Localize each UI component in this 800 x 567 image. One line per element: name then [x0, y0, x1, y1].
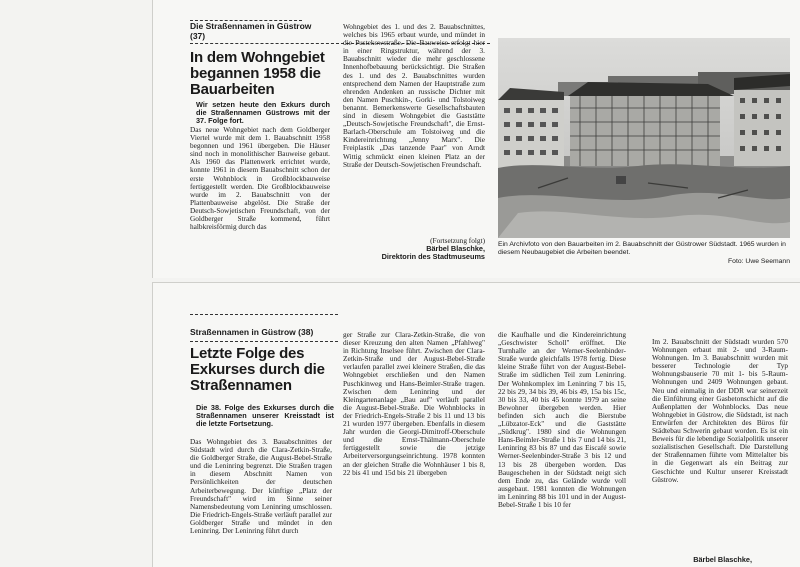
archive-photo [498, 38, 790, 238]
continued-note: (Fortsetzung folgt) [430, 236, 485, 245]
body2-column-4: Im 2. Bauabschnitt der Südstadt wurden 570 Wohnungen erbaut mit 2- und 3-Raum-Wohnungen. Im 3. Bauabschnitt wurden mit besserer Technologie der Typ Wohnungsbauserie 70 mit 1- bis 5-Raum-Wohnungen und 2409 Wohnungen gebaut. Neu und einmalig in der DDR war seinerzeit die Einführung einer Gasbetonschicht auf die Außenplatten der Wohnblocks. Das neue Wohngebiet in Güstrow, die Südstadt, ist nach Entwürfen der Architekten des Büros für Städtebau Schwerin gebaut worden. Es ist ein Beweis für die lebendige Sozialpolitik unserer sozialistischen Gesellschaft. Die Darstellung der Straßennamen führte vom Mittelalter bis in die Gegenwart als ein Beitrag zur Geschichte und Kultur unserer Kreisstadt Güstrow. [652, 337, 788, 484]
body-column-1: Das neue Wohngebiet nach dem Goldberger Viertel wurde mit dem 1. Bauabschnitt 1958 begonnen und 1961 übergeben. Die Häuser sind noch in monolithischer Bauweise gebaut. Als 1960 das Plattenwerk errichtet wurde, konnte 1961 in diesem Bauabschnitt schon der erste Wohnblock in Großblockbauweise fertiggestellt werden. Die Großblockbauweise wurde im 2. Bauabschnitt von der Plattenbauweise abgelöst. Die Straße der Deutsch-Sowjetischen Freundschaft, von der Goldberger Straße kommend, führt halbkreisförmig durch das [190, 125, 330, 232]
lead-paragraph-2: Die 38. Folge des Exkurses durch die Straßennamen unserer Kreisstadt ist die letzte Fortsetzung. [196, 403, 334, 429]
lead-paragraph: Wir setzen heute den Exkurs durch die Straßennamen Güstrows mit der 37. Folge fort. [196, 100, 330, 126]
body2-column-3: die Kaufhalle und die Kindereinrichtung „Geschwister Scholl" eröffnet. Die Turnhalle an der Werner-Seelenbinder-Straße wurde gleichfalls 1978 fertig. Diese kleine Straße führt von der August-Bebel-Straße im südlichen Teil zum Leninring. Der Wohnkomplex im Leninring 7 bis 15, 22 bis 29, 34 bis 39, 46 bis 49, 15a bis 15c, 30 bis 33, 40 bis 45 konnte 1979 an seine Bewohner übergeben werden. Hier befinden sich auch die Bierstube „Lübzator-Eck" und die Gaststätte „Südkrug". 1980 sind die Wohnungen Hans-Beimler-Straße 1 bis 7 und 14 bis 21, Leninring 83 bis 87 und das Eiscafé sowie Werner-Seelenbinder-Straße 3 bis 12 und 13 bis 28 übergeben worden. Das Baugeschehen in der Südstadt neigt sich dem Ende zu, das Gelände wurde voll ausgebaut. 1981 konnten die Wohnungen im Leninring 88 bis 101 und in der August-Bebel-Straße 1 bis 10 fer [498, 330, 626, 509]
series-rule-top-2 [190, 314, 338, 315]
author-name: Bärbel Blaschke, [426, 244, 485, 253]
series-label: Die Straßennamen in Güstrow (37) [190, 21, 312, 41]
author-name-2: Bärbel Blaschke, [693, 555, 752, 564]
caption-text: Ein Archivfoto von den Bauarbeiten im 2. Bauabschnitt der Güstrower Südstadt. 1965 wurden in diesem Neubaugebiet die Arbeiten beendet. [498, 241, 786, 257]
series-rule-bottom-2 [190, 341, 338, 342]
headline-2: Letzte Folge des Exkurses durch die Straßennamen [190, 345, 325, 394]
author-title: Direktorin des Stadtmuseums [381, 252, 485, 261]
body2-column-2: ger Straße zur Clara-Zetkin-Straße, die von dieser Kreuzung den alten Namen „Pfahlweg" in Richtung Inselsee führt. Zwischen der Clara-Zetkin-Straße und der August-Bebel-Straße verlaufen parallel zwei kleinere Straßen, die das Wohngebiet erschließen und den Namen Puschkinweg und Hans-Beimler-Straße tragen. Zwischen dem Leninring und der Kleingartenanlage „Bau auf" verläuft parallel die August-Bebel-Straße. Die Wohnblocks in der Friedrich-Engels-Straße 2 bis 11 und 13 bis 21 wurden 1977 übergeben. Ebenfalls in diesem Jahr wurden die Georgi-Dimitroff-Oberschule und die Ernst-Thälmann-Oberschule fertiggestellt sowie die jetzige Arbeiterversorgungseinrichtung. 1978 konnten an der gleichen Straße die Wohnhäuser 1 bis 8, 22 bis 41 und 15d bis 21 übergeben [343, 330, 485, 477]
body-column-2: Wohngebiet des 1. und des 2. Bauabschnittes, welches bis 1965 erbaut wurde, und mündet in die Pustekowstraße. Die Bauweise erfolgt hier in einer Ringstruktur, während der 3. Bauabschnitt wieder die mehr geschlossene Innenhofbebauung berücksichtigt. Die Straßen des 1. und des 2. Bauabschnittes wurden entsprechend dem Namen der Hauptstraße zum ehrenden Andenken an russische Dichter mit den Namen Puschkin-, Gorki- und Tolstoiweg benannt. Bemerkenswerte Gesellschaftsbauten sind in diesem Wohngebiet die Gaststätte „Deutsch-Sowjetische Freundschaft", die Ernst-Barlach-Oberschule am Tolstoiweg und die Kindereinrichtung „Jenny Marx". Die Freiplastik „Das tanzende Paar" von Arndt Wittig schmückt einen kleinen Platz an der Straße der Deutsch-Sowjetischen Freundschaft. [343, 22, 485, 169]
photo-credit: Foto: Uwe Seemann [728, 257, 790, 265]
photo-caption [498, 241, 790, 266]
series-label-2: Straßennamen in Güstrow (38) [190, 327, 314, 337]
headline: In dem Wohngebiet begannen 1958 die Bauarbeiten [190, 49, 325, 98]
body2-column-1: Das Wohngebiet des 3. Bauabschnittes der Südstadt wird durch die Clara-Zetkin-Straße, die Goldberger Straße, die August-Bebel-Straße und die Leninring begrenzt. Die Straßen tragen in diesem Abschnitt Namen von Persönlichkeiten der deutschen Arbeiterbewegung. Der künftige „Platz der Freundschaft" wird im Sinne seiner Namensbedeutung vom Leninring umschlossen. Die Friedrich-Engels-Straße verläuft parallel zur Goldberger Straße und mündet in den Leninring. Der Leninring führt durch [190, 437, 332, 536]
